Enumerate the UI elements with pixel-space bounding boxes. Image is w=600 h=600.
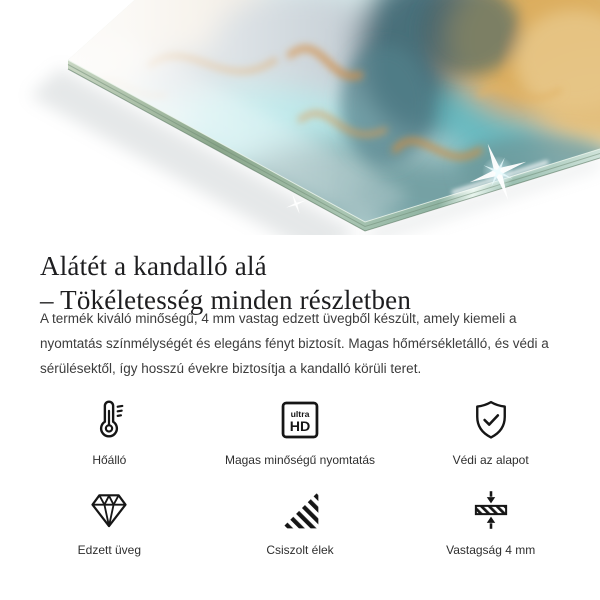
feature-label: Hőálló [92,453,127,467]
product-description: A termék kiváló minőségű, 4 mm vastag edzett üvegből készült, amely kiemeli a nyomtatás színmélységét és elegáns fényt biztosít. Magas hőmérsékletálló, és védi a sérülésektől, így hosszú évekre biztosítja a kandalló körüli teret. [40,311,549,376]
svg-text:ultra: ultra [290,408,310,419]
feature-label: Edzett üveg [77,543,142,557]
page-title-line1: Alátét a kandalló alá [40,251,267,282]
features-grid [14,398,586,558]
feature-item-protects-base [395,398,586,468]
thickness-arrows-icon [469,488,513,532]
thermometer-icon [87,398,131,442]
feature-item-tempered-glass [14,488,205,558]
feature-item-high-quality-print [205,398,396,468]
feature-label: Vastagság 4 mm [446,543,536,557]
feature-label: Csiszolt élek [266,543,334,557]
product-image [0,0,600,235]
feature-item-polished-edges [205,488,396,558]
page-title-line2: – Tökéletesség minden részletben [40,285,412,316]
diamond-icon [87,488,131,532]
feature-item-heat-resistant [14,398,205,468]
ultra-hd-icon [278,398,322,442]
feature-item-thickness-4mm [395,488,586,558]
glass-panel-illustration [0,0,600,235]
shield-check-icon [469,398,513,442]
hatched-triangle-icon [278,488,322,532]
svg-text:HD: HD [289,419,311,435]
feature-label: Magas minőségű nyomtatás [224,453,376,467]
feature-label: Védi az alapot [452,453,529,467]
